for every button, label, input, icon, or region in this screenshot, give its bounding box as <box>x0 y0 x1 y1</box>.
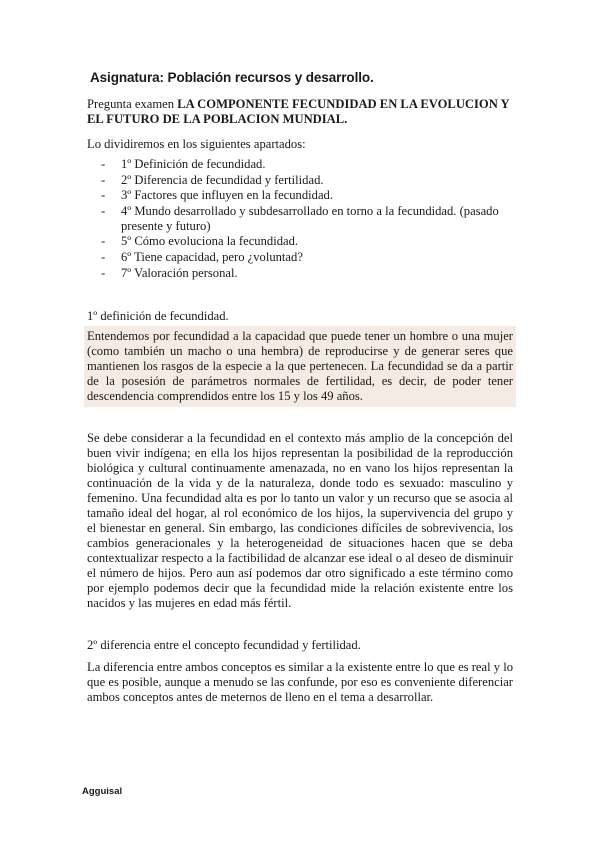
toc-item <box>101 204 521 234</box>
exam-question <box>87 97 527 127</box>
toc-item-label: 3º Factores que influyen en la fecundidad. <box>121 188 333 203</box>
toc-item <box>101 173 521 188</box>
toc-item-label: 4º Mundo desarrollado y subdesarrollado en torno a la fecundidad. (pasado presente y futuro) <box>121 203 499 233</box>
toc-dash: - <box>101 265 106 280</box>
table-of-contents <box>101 157 521 281</box>
toc-dash: - <box>101 249 106 264</box>
toc-item-label: 6º Tiene capacidad, pero ¿voluntad? <box>121 249 303 264</box>
toc-item <box>101 266 521 281</box>
toc-item <box>101 188 521 203</box>
section1-paragraph-1: Entendemos por fecundidad a la capacidad que puede tener un hombre o una mujer (como también un macho o una hembra) de reproducirse y de generar seres que mantienen los rasgos de la especie a la que pertenecen. La fecundidad se da a partir de la posesión de parámetros normales de fertilidad, es decir, de poder tener descendencia comprendidos entre los 15 y los 49 años. <box>87 329 513 403</box>
toc-dash: - <box>101 203 106 218</box>
question-prefix: Pregunta examen <box>87 97 178 111</box>
subject-title: Asignatura: Población recursos y desarrollo. <box>90 70 374 85</box>
toc-dash: - <box>101 188 106 203</box>
toc-dash: - <box>101 172 106 187</box>
toc-item-label: 7º Valoración personal. <box>121 265 238 280</box>
toc-item-label: 5º Cómo evoluciona la fecundidad. <box>121 234 299 249</box>
toc-item-label: 1º Definición de fecundidad. <box>121 157 266 171</box>
section1-paragraph-2: Se debe considerar a la fecundidad en el contexto más amplio de la concepción del buen vivir indígena; en ella los hijos representan la posibilidad de la reproducción biológica y cultural continuamente amenazada, no en vano los hijos representan la continuación de la vida y de la naturaleza, donde todo es sexuado: masculino y femenino. Una fecundidad alta es por lo tanto un valor y un recurso que se asocia al tamaño ideal del hogar, al rol económico de los hijos, la supervivencia del grupo y el bienestar en general. Sin embargo, las condiciones difíciles de sobrevivencia, los cambios generacionales y la heterogeneidad de situaciones hacen que se deba contextualizar respecto a la factibilidad de alcanzar ese ideal o al deseo de disminuir el número de hijos. Pero aun así podemos dar otro significado a este término como por ejemplo podemos decir que la fecundidad mide la relación existente entre los nacidos y las mujeres en edad más fértil. <box>87 431 513 610</box>
section2-heading: 2º diferencia entre el concepto fecundidad y fertilidad. <box>87 638 361 652</box>
intro-text: Lo dividiremos en los siguientes apartados: <box>87 137 306 151</box>
section1-heading: 1º definición de fecundidad. <box>87 309 229 323</box>
toc-item <box>101 234 521 249</box>
toc-dash: - <box>101 234 106 249</box>
section2-paragraph-1: La diferencia entre ambos conceptos es similar a la existente entre lo que es real y lo que es posible, aunque a menudo se las confunde, por eso es conveniente diferenciar ambos conceptos antes de meternos de lleno en el tema a desarrollar. <box>87 660 513 704</box>
question-title: LA COMPONENTE FECUNDIDAD EN LA EVOLUCION Y EL FUTURO DE LA POBLACION MUNDIAL. <box>87 97 510 126</box>
toc-item-label: 2º Diferencia de fecundidad y fertilidad. <box>121 172 324 187</box>
toc-item <box>101 250 521 265</box>
toc-item <box>101 157 521 172</box>
footer-author: Agguisal <box>82 786 123 797</box>
toc-dash: - <box>101 157 106 171</box>
